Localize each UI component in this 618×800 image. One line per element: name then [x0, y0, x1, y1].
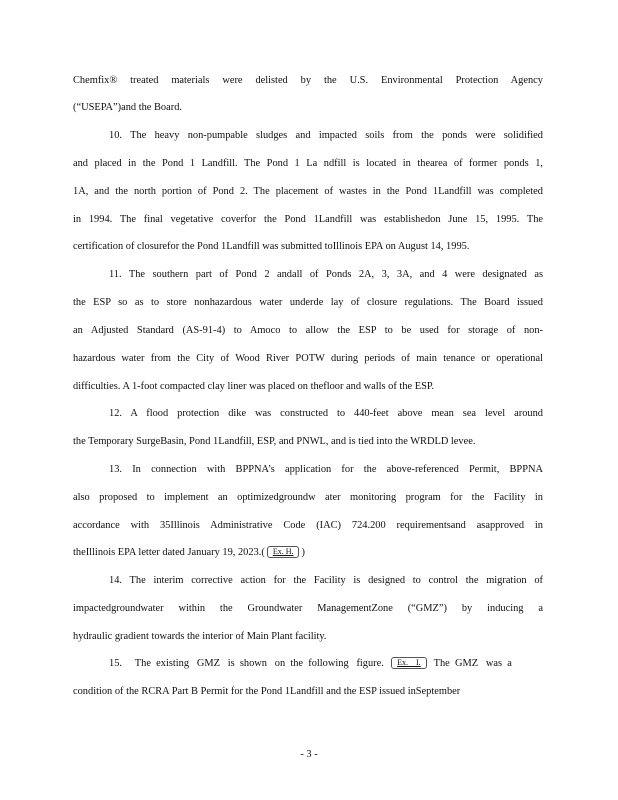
- exhibit-i-link[interactable]: Ex. I.: [391, 657, 427, 669]
- line-text: 15. The existing GMZ is shown on the following figure.: [109, 658, 384, 669]
- line-text: The GMZ was a: [428, 658, 512, 669]
- body-line: (“USEPA”)and the Board.: [73, 102, 182, 113]
- paragraph-13-start: 13. In connection with BPPNA’s application for the above-referenced Permit, BPPNA: [109, 464, 543, 475]
- body-line: hazardous water from the City of Wood River POTW during periods of main tenance or operational: [73, 353, 543, 364]
- body-line: hydraulic gradient towards the interior of Main Plant facility.: [73, 631, 327, 642]
- body-line: [73, 546, 543, 560]
- body-line: certification of closurefor the Pond 1Landfill was submitted toIllinois EPA on August 14, 1995.: [73, 241, 470, 252]
- body-line: condition of the RCRA Part B Permit for the Pond 1Landfill and the ESP issued inSeptember: [73, 686, 461, 697]
- body-line: impactedgroundwater within the Groundwater ManagementZone (“GMZ”) by inducing a: [73, 603, 543, 614]
- paragraph-12-start: 12. A flood protection dike was constructed to 440-feet above mean sea level around: [109, 408, 543, 419]
- line-text: theIllinois EPA letter dated January 19, 2023.(: [73, 547, 265, 558]
- body-line: accordance with 35Illinois Administrative Code (IAC) 724.200 requirementsand asapproved in: [73, 520, 543, 531]
- paragraph-14-start: 14. The interim corrective action for the Facility is designed to control the migration of: [109, 575, 543, 586]
- body-line: 1A, and the north portion of Pond 2. The placement of wastes in the Pond 1Landfill was completed: [73, 186, 543, 197]
- body-line: also proposed to implement an optimizedgroundw ater monitoring program for the Facility in: [73, 492, 543, 503]
- body-line: an Adjusted Standard (AS-91-4) to Amoco to allow the ESP to be used for storage of non-: [73, 325, 543, 336]
- body-line: the Temporary SurgeBasin, Pond 1Landfill, ESP, and PNWL, and is tied into the WRDLD levee.: [73, 436, 476, 447]
- body-line: the ESP so as to store nonhazardous water underde lay of closure regulations. The Board issued: [73, 297, 543, 308]
- body-line: difficulties. A 1-foot compacted clay liner was placed on thefloor and walls of the ESP.: [73, 381, 435, 392]
- page-number: - 3 -: [300, 749, 318, 760]
- paragraph-15-start: [109, 657, 543, 671]
- body-line: Chemfix® treated materials were delisted by the U.S. Environmental Protection Agency: [73, 75, 543, 86]
- line-text: ): [301, 547, 305, 558]
- exhibit-h-link[interactable]: Ex. H.: [267, 546, 300, 558]
- paragraph-11-start: 11. The southern part of Pond 2 andall of Ponds 2A, 3, 3A, and 4 were designated as: [109, 269, 543, 280]
- paragraph-10-start: 10. The heavy non-pumpable sludges and impacted soils from the ponds were solidified: [109, 130, 543, 141]
- body-line: and placed in the Pond 1 Landfill. The Pond 1 La ndfill is located in thearea of former ponds 1,: [73, 158, 543, 169]
- body-line: in 1994. The final vegetative coverfor the Pond 1Landfill was establishedon June 15, 1995. The: [73, 214, 543, 225]
